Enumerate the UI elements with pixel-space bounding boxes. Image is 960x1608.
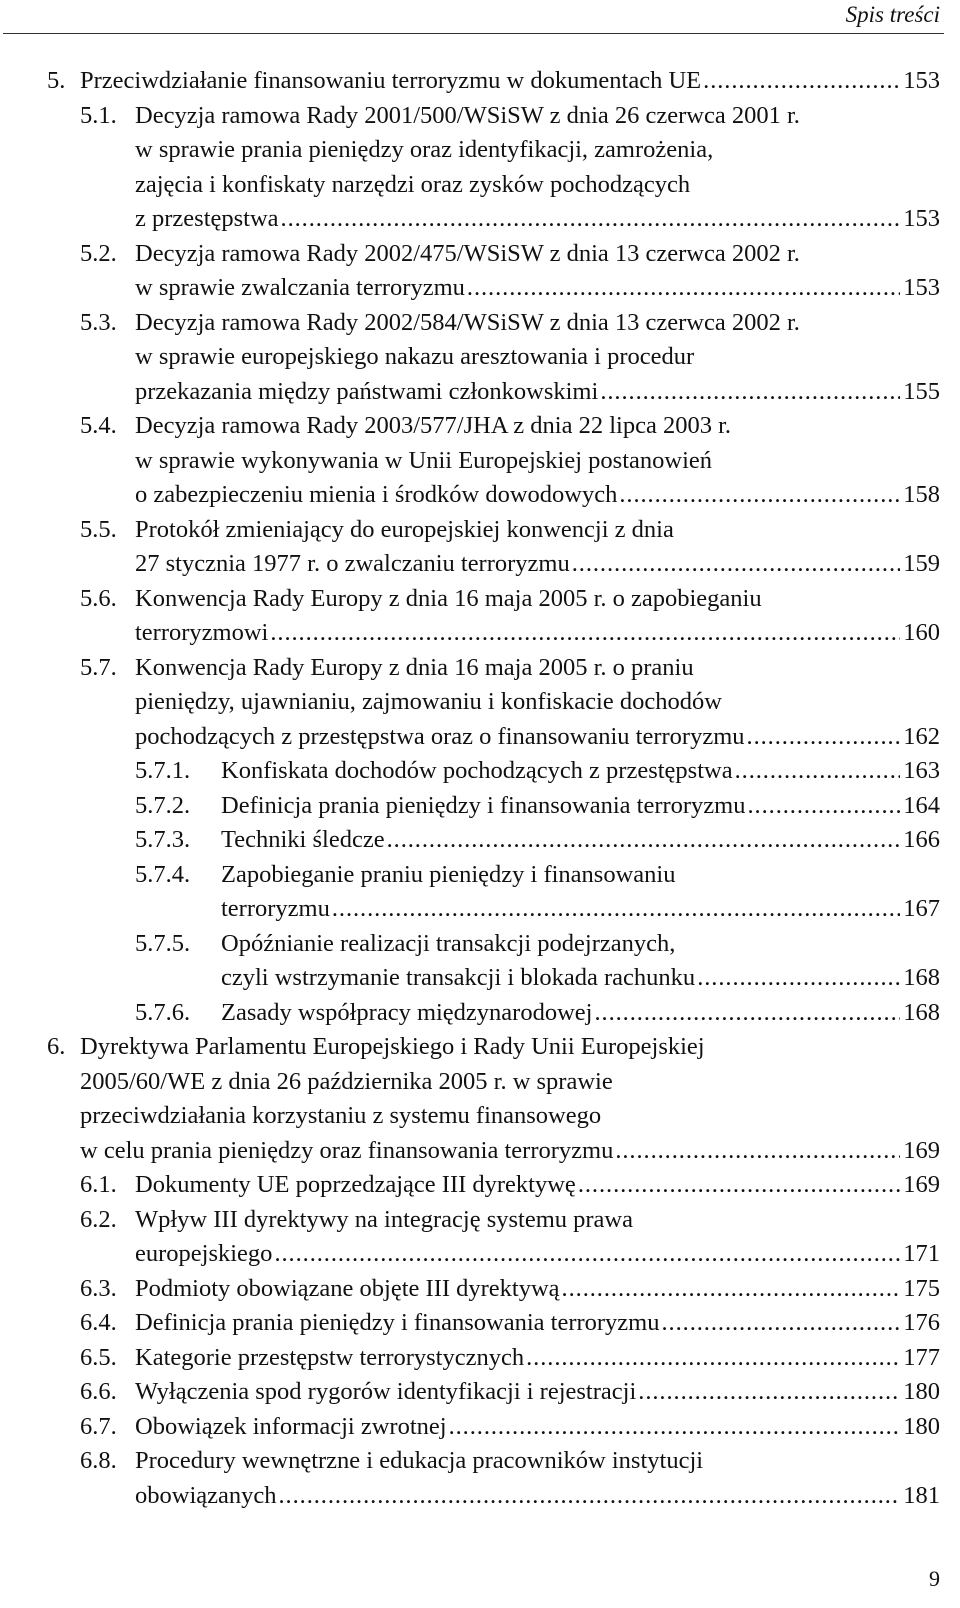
toc-entry[interactable] xyxy=(0,1444,960,1513)
toc-entry-page: 158 xyxy=(903,481,940,508)
toc-entry[interactable] xyxy=(0,651,960,755)
toc-entry-title-line: pieniędzy, ujawnianiu, zajmowaniu i konfiskacie dochodów xyxy=(135,688,722,715)
toc-entry-title-line: w sprawie europejskiego nakazu aresztowania i procedur xyxy=(135,343,695,370)
toc-entry-title-line: Decyzja ramowa Rady 2001/500/WSiSW z dnia 26 czerwca 2001 r. xyxy=(135,101,800,129)
dot-leader xyxy=(387,823,901,858)
toc-entry-page: 163 xyxy=(903,757,940,784)
toc-entry-page: 153 xyxy=(903,274,940,301)
dot-leader xyxy=(281,202,901,237)
toc-entry-title-line: w sprawie prania pieniędzy oraz identyfikacji, zamrożenia, xyxy=(135,136,714,163)
dot-leader xyxy=(619,478,900,513)
toc-entry-page: 169 xyxy=(903,1171,940,1198)
toc-entry-title-line: Konwencja Rady Europy z dnia 16 maja 2005 r. o zapobieganiu xyxy=(135,584,762,612)
dot-leader xyxy=(697,961,900,996)
toc-entry[interactable] xyxy=(0,1203,960,1272)
toc-entry-title-line: Definicja prania pieniędzy i finansowania terroryzmu xyxy=(221,791,746,819)
dot-leader xyxy=(638,1375,900,1410)
running-header: Spis treści xyxy=(845,2,940,27)
toc-entry-page: 180 xyxy=(903,1412,940,1440)
toc-entry-title-line: pochodzących z przestępstwa oraz o finansowaniu terroryzmu xyxy=(135,722,745,750)
toc-entry-number: 5. xyxy=(47,67,66,94)
toc-entry[interactable] xyxy=(0,1341,960,1376)
toc-entry-title-line: 27 stycznia 1977 r. o zwalczaniu terroryzmu xyxy=(135,550,570,577)
toc-entry[interactable] xyxy=(0,1410,960,1445)
toc-entry[interactable] xyxy=(0,237,960,306)
toc-entry-title-line: Dokumenty UE poprzedzające III dyrektywę xyxy=(135,1171,576,1198)
toc-entry[interactable] xyxy=(0,1168,960,1203)
toc-entry-number: 5.1. xyxy=(80,101,117,129)
dot-leader xyxy=(662,1306,901,1341)
toc-entry-title-line: Protokół zmieniający do europejskiej konwencji z dnia xyxy=(135,515,674,543)
toc-entry-number: 5.7. xyxy=(80,653,117,681)
toc-entry-title-line: Zapobieganie praniu pieniędzy i finansowaniu xyxy=(221,860,676,888)
toc-entry-title-line: Opóźnianie realizacji transakcji podejrzanych, xyxy=(221,929,676,957)
toc-entry[interactable] xyxy=(0,1272,960,1307)
toc-entry-title-line: Procedury wewnętrzne i edukacja pracowników instytucji xyxy=(135,1447,704,1474)
toc-entry-number: 5.7.2. xyxy=(135,791,191,819)
toc-entry-number: 5.2. xyxy=(80,239,117,267)
toc-entry-title-line: terroryzmowi xyxy=(135,619,269,646)
toc-entry[interactable] xyxy=(0,996,960,1031)
toc-entry-title-line: w celu prania pieniędzy oraz finansowania terroryzmu xyxy=(80,1136,614,1164)
toc-entry-number: 5.5. xyxy=(80,515,117,543)
toc-entry-number: 5.7.4. xyxy=(135,860,191,888)
toc-entry-title-line: przeciwdziałania korzystaniu z systemu finansowego xyxy=(80,1102,602,1129)
toc-entry-number: 6. xyxy=(47,1033,66,1060)
dot-leader xyxy=(526,1341,900,1376)
toc-entry-page: 160 xyxy=(903,619,940,646)
toc-entry[interactable] xyxy=(0,823,960,858)
dot-leader xyxy=(578,1168,900,1203)
toc-entry[interactable] xyxy=(0,582,960,651)
toc-entry-title-line: przekazania między państwami członkowskimi xyxy=(135,377,599,405)
dot-leader xyxy=(747,720,901,755)
toc-entry-title-line: Obowiązek informacji zwrotnej xyxy=(135,1412,447,1440)
page-number: 9 xyxy=(929,1566,940,1591)
toc-entry-number: 6.1. xyxy=(80,1171,117,1198)
dot-leader xyxy=(279,1479,901,1514)
toc-entry-title-line: Dyrektywa Parlamentu Europejskiego i Rady Unii Europejskiej xyxy=(80,1033,705,1060)
toc-entry-number: 5.7.1. xyxy=(135,757,191,784)
toc-entry-title-line: Przeciwdziałanie finansowaniu terroryzmu w dokumentach UE xyxy=(80,67,702,94)
toc-entry[interactable] xyxy=(0,858,960,927)
toc-entry-page: 166 xyxy=(903,826,940,853)
toc-entry-title-line: Definicja prania pieniędzy i finansowania terroryzmu xyxy=(135,1309,660,1336)
toc-entry-title-line: Podmioty obowiązane objęte III dyrektywą xyxy=(135,1274,560,1302)
table-of-contents xyxy=(0,64,960,1513)
toc-entry-page: 168 xyxy=(903,998,940,1026)
dot-leader xyxy=(572,547,901,582)
header-rule xyxy=(3,33,944,34)
toc-entry-page: 153 xyxy=(903,205,940,232)
toc-entry-title-line: Decyzja ramowa Rady 2002/475/WSiSW z dnia 13 czerwca 2002 r. xyxy=(135,239,800,267)
toc-entry[interactable] xyxy=(0,789,960,824)
toc-entry[interactable] xyxy=(0,306,960,410)
toc-entry-page: 153 xyxy=(903,67,940,94)
toc-entry-title-line: Wpływ III dyrektywy na integrację systemu prawa xyxy=(135,1205,633,1233)
toc-entry-page: 175 xyxy=(903,1274,940,1302)
dot-leader xyxy=(274,1237,900,1272)
toc-entry-number: 5.7.5. xyxy=(135,929,191,957)
toc-entry[interactable] xyxy=(0,99,960,237)
toc-entry-page: 167 xyxy=(903,895,940,922)
toc-entry-title-line: w sprawie wykonywania w Unii Europejskiej postanowień xyxy=(135,446,712,474)
toc-entry-title-line: Konwencja Rady Europy z dnia 16 maja 2005 r. o praniu xyxy=(135,653,694,681)
toc-entry-title-line: Decyzja ramowa Rady 2003/577/JHA z dnia 22 lipca 2003 r. xyxy=(135,412,732,439)
toc-entry-title-line: terroryzmu xyxy=(221,895,330,922)
dot-leader xyxy=(562,1272,901,1307)
toc-entry-number: 6.4. xyxy=(80,1309,117,1336)
toc-entry-number: 6.6. xyxy=(80,1378,117,1405)
toc-entry-title-line: Zasady współpracy międzynarodowej xyxy=(221,998,593,1026)
toc-entry-page: 168 xyxy=(903,964,940,991)
dot-leader xyxy=(735,754,901,789)
toc-entry-title-line: Konfiskata dochodów pochodzących z przestępstwa xyxy=(221,757,733,784)
toc-entry-number: 5.7.3. xyxy=(135,826,191,853)
toc-entry-page: 155 xyxy=(903,377,940,405)
toc-entry-title-line: zajęcia i konfiskaty narzędzi oraz zysków pochodzących xyxy=(135,170,691,198)
dot-leader xyxy=(467,271,900,306)
toc-entry-page: 164 xyxy=(903,791,940,819)
toc-entry[interactable] xyxy=(0,1375,960,1410)
toc-entry-number: 6.5. xyxy=(80,1343,117,1371)
toc-entry-page: 171 xyxy=(903,1240,940,1267)
dot-leader xyxy=(615,1134,900,1169)
toc-entry[interactable] xyxy=(0,754,960,789)
dot-leader xyxy=(332,892,900,927)
dot-leader xyxy=(270,616,900,651)
dot-leader xyxy=(748,789,901,824)
toc-entry-number: 5.3. xyxy=(80,308,117,336)
toc-entry[interactable] xyxy=(0,409,960,513)
toc-entry[interactable] xyxy=(0,64,960,99)
toc-entry-title-line: Wyłączenia spod rygorów identyfikacji i rejestracji xyxy=(135,1378,637,1405)
dot-leader xyxy=(703,64,900,99)
toc-entry-title-line: Kategorie przestępstw terrorystycznych xyxy=(135,1343,525,1371)
dot-leader xyxy=(449,1410,901,1445)
toc-entry-number: 5.4. xyxy=(80,412,117,439)
toc-entry-title-line: 2005/60/WE z dnia 26 października 2005 r. w sprawie xyxy=(80,1067,613,1095)
toc-entry-page: 159 xyxy=(903,550,940,577)
toc-entry-number: 5.6. xyxy=(80,584,117,612)
toc-entry-number: 6.8. xyxy=(80,1447,117,1474)
toc-entry[interactable] xyxy=(0,1030,960,1168)
dot-leader xyxy=(600,375,900,410)
toc-entry-page: 169 xyxy=(903,1136,940,1164)
toc-entry-title-line: obowiązanych xyxy=(135,1481,277,1509)
toc-entry-number: 6.7. xyxy=(80,1412,117,1440)
toc-entry-title-line: w sprawie zwalczania terroryzmu xyxy=(135,274,465,301)
toc-entry-number: 5.7.6. xyxy=(135,998,191,1026)
toc-entry-title-line: czyli wstrzymanie transakcji i blokada rachunku xyxy=(221,964,696,991)
toc-entry-page: 177 xyxy=(903,1343,940,1371)
toc-entry[interactable] xyxy=(0,927,960,996)
toc-entry-number: 6.3. xyxy=(80,1274,117,1302)
toc-entry-title-line: Decyzja ramowa Rady 2002/584/WSiSW z dnia 13 czerwca 2002 r. xyxy=(135,308,800,336)
toc-entry-page: 176 xyxy=(903,1309,940,1336)
toc-entry[interactable] xyxy=(0,513,960,582)
toc-entry-title-line: z przestępstwa xyxy=(135,205,279,232)
dot-leader xyxy=(594,996,900,1031)
toc-entry-title-line: Techniki śledcze xyxy=(221,826,385,853)
toc-entry-page: 181 xyxy=(903,1481,940,1509)
toc-entry-title-line: o zabezpieczeniu mienia i środków dowodowych xyxy=(135,481,618,508)
toc-entry-page: 180 xyxy=(903,1378,940,1405)
toc-entry-number: 6.2. xyxy=(80,1205,117,1233)
toc-entry-page: 162 xyxy=(903,722,940,750)
toc-entry[interactable] xyxy=(0,1306,960,1341)
toc-entry-title-line: europejskiego xyxy=(135,1240,273,1267)
